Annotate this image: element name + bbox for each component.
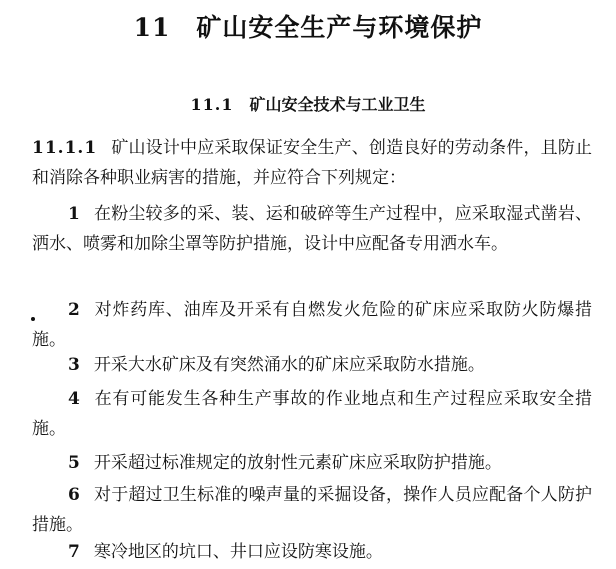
clause-paragraph [32,133,592,193]
item-number: 5 [68,453,80,473]
section-heading [0,92,616,115]
item-text: 开采超过标准规定的放射性元素矿床应采取防护措施。 [93,453,502,473]
clause-number: 11.1.1 [32,138,98,158]
list-item-6 [32,480,592,540]
section-number: 11.1 [190,95,234,114]
item-number: 4 [68,389,80,409]
chapter-heading [0,8,616,44]
item-text: 寒冷地区的坑口、井口应设防寒设施。 [93,542,383,562]
list-item-1 [32,199,592,259]
list-item-2 [32,295,592,355]
list-item-4 [32,384,592,444]
list-item-7 [32,537,592,567]
item-number: 2 [68,300,80,320]
chapter-title: 矿山安全生产与环境保护 [196,13,483,42]
item-number: 3 [68,355,80,375]
list-item-5 [32,448,592,478]
clause-text: 矿山设计中应采取保证安全生产、创造良好的劳动条件，且防止和消除各种职业病害的措施，并应符合下列规定： [32,138,592,188]
item-number: 6 [68,485,80,505]
chapter-number: 11 [133,13,171,42]
item-text: 在粉尘较多的采、装、运和破碎等生产过程中，应采取湿式凿岩、洒水、喷雾和加除尘罩等防护措施，设计中应配备专用洒水车。 [32,204,592,254]
item-text: 开采大水矿床及有突然涌水的矿床应采取防水措施。 [93,355,485,375]
item-text: 对于超过卫生标准的噪声量的采掘设备，操作人员应配备个人防护措施。 [32,485,592,535]
item-number: 1 [68,204,80,224]
item-text: 对炸药库、油库及开采有自燃发火危险的矿床应采取防火防爆措施。 [32,300,592,350]
section-title: 矿山安全技术与工业卫生 [249,95,426,114]
item-number: 7 [68,542,80,562]
list-item-3 [32,350,592,380]
item-text: 在有可能发生各种生产事故的作业地点和生产过程应采取安全措施。 [32,389,592,439]
